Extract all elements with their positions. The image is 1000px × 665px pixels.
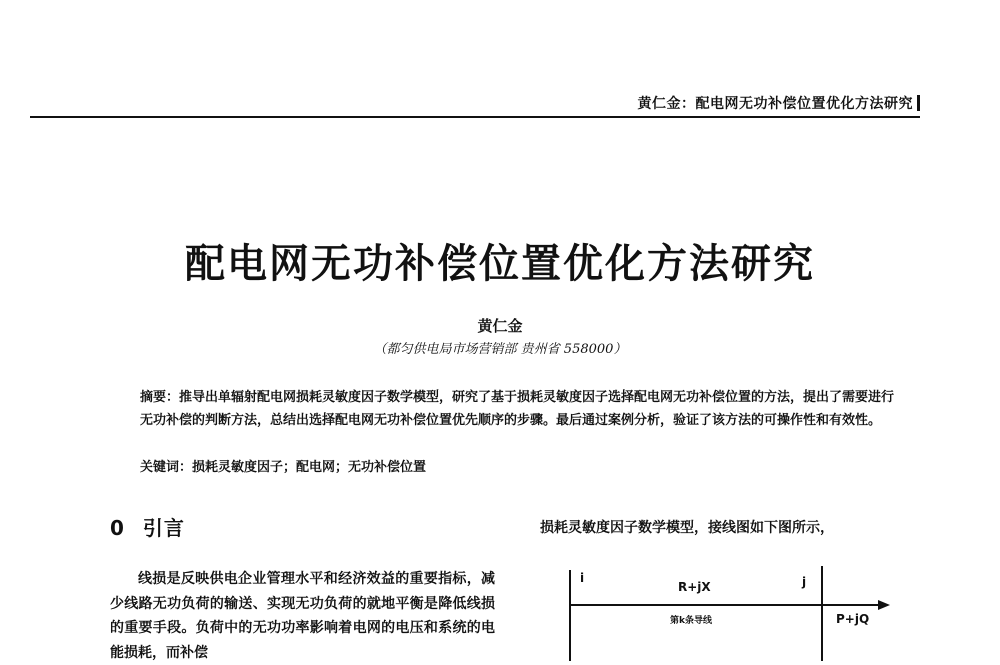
header-bar-mark — [917, 95, 920, 111]
section-number: 0 — [110, 516, 125, 540]
abstract-text: 推导出单辐射配电网损耗灵敏度因子数学模型，研究了基于损耗灵敏度因子选择配电网无功补偿位置的方法，提出了需要进行无功补偿的判断方法，总结出选择配电网无功补偿位置优先顺序的步骤。最后通过案例分析，验证了该方法的可操作性和有效性。 — [140, 390, 895, 428]
author-affiliation: （都匀供电局市场营销部 贵州省 558000） — [373, 342, 627, 357]
abstract — [140, 386, 900, 432]
body-paragraph-right: 损耗灵敏度因子数学模型，接线图如下图所示， — [540, 520, 834, 536]
abstract-label: 摘要： — [140, 390, 180, 405]
header-rule — [30, 116, 920, 118]
circuit-diagram-svg — [560, 560, 900, 661]
keywords-text: 损耗灵敏度因子；配电网；无功补偿位置 — [192, 460, 427, 475]
circuit-diagram — [560, 560, 900, 661]
node-i-label: i — [580, 571, 585, 585]
body-paragraph-left: 线损是反映供电企业管理水平和经济效益的重要指标，减少线路无功负荷的输送、实现无功负荷的就地平衡是降低线损的重要手段。负荷中的无功功率影响着电网的电压和系统的电能损耗，而补偿 — [110, 571, 495, 661]
impedance-label: R+jX — [678, 580, 711, 594]
keywords — [140, 456, 900, 479]
line-number-label: 第k条导线 — [670, 616, 712, 626]
running-header — [638, 93, 921, 113]
section-heading — [110, 512, 185, 541]
load-label: P+jQ — [836, 612, 870, 626]
author-name: 黄仁金 — [477, 317, 523, 335]
keywords-label: 关键词： — [140, 460, 193, 475]
paper-title: 配电网无功补偿位置优化方法研究 — [185, 241, 815, 287]
flow-arrow-icon — [878, 600, 890, 610]
section-title: 引言 — [142, 516, 185, 540]
node-j-label: j — [802, 575, 807, 589]
running-header-text: 黄仁金：配电网无功补偿位置优化方法研究 — [637, 96, 913, 112]
